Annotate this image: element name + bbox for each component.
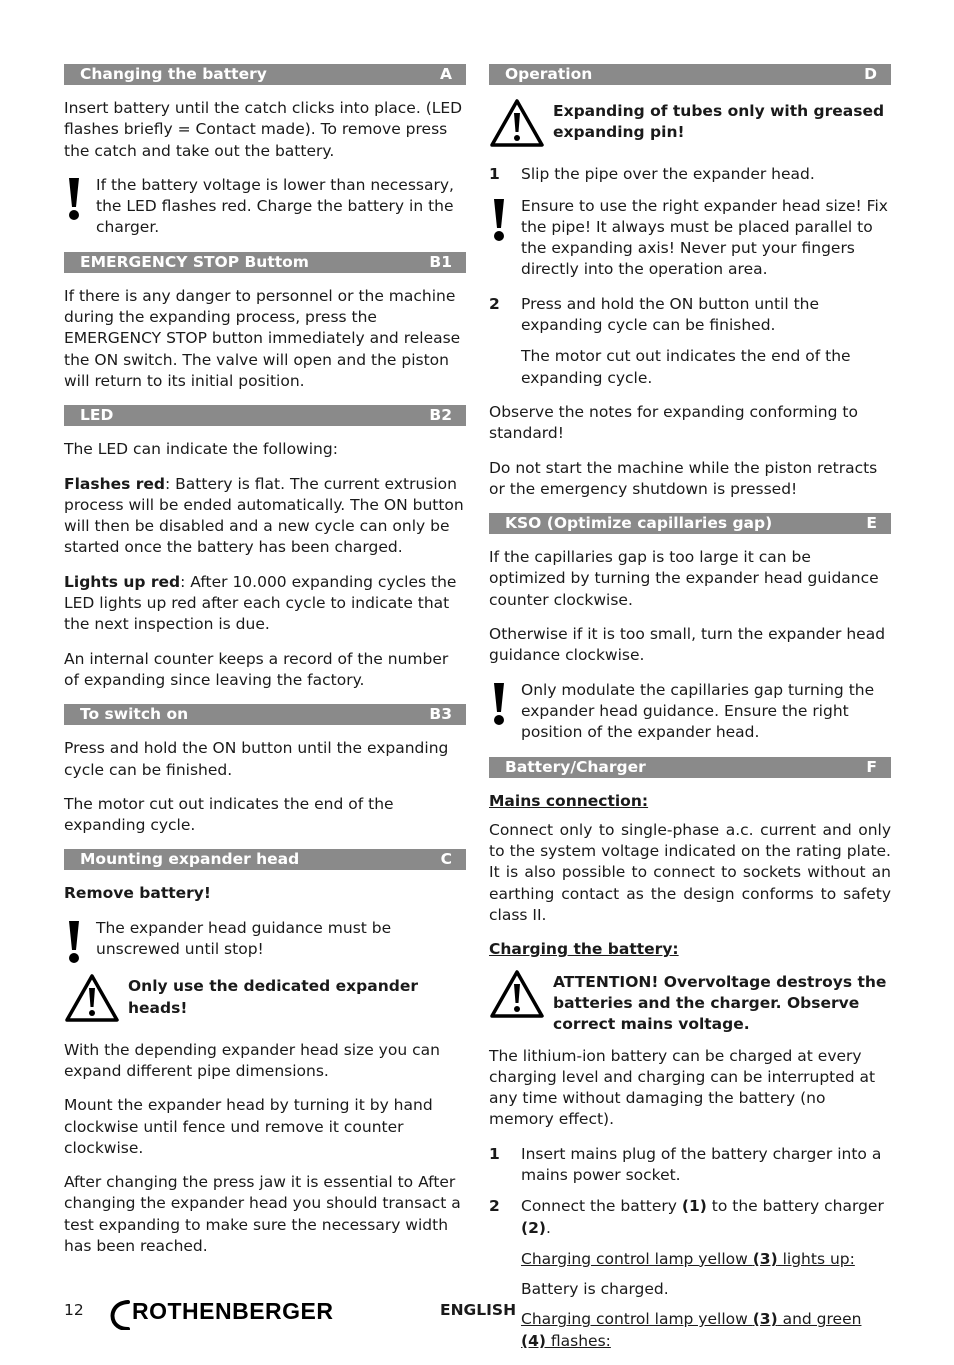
lamp-status-yellow <box>521 1249 891 1270</box>
section-code: B2 <box>429 406 452 425</box>
term-lights-up-red: Lights up red <box>64 572 181 591</box>
text-fragment: . <box>545 1218 551 1237</box>
notice-block <box>64 175 466 239</box>
exclamation-icon <box>64 918 96 961</box>
notice-block <box>489 680 891 744</box>
section-header-battery <box>64 64 466 85</box>
warning-block <box>489 98 891 154</box>
section-header-battery-charger <box>489 757 891 778</box>
text-fragment: lights up: <box>777 1249 855 1268</box>
notice-block <box>64 918 466 961</box>
paragraph: If there is any danger to personnel or the machine during the expanding process, press the EMERGENCY STOP button immediately and release the ON switch. The valve will open and the piston will return to its initial position. <box>64 286 461 390</box>
warning-text: Expanding of tubes only with greased expanding pin! <box>553 102 885 142</box>
term-description: : Battery is flat. The current extrusion process will be ended automatically. The ON button will then be disabled and a new cycle can only be started once the battery has been charged. <box>64 474 464 557</box>
paragraph: The lithium-ion battery can be charged at every charging level and charging can be interrupted at any time without damaging the battery (no memory effect). <box>489 1046 876 1129</box>
section-header-led <box>64 405 466 426</box>
exclamation-icon <box>489 680 521 744</box>
step-item <box>489 294 891 337</box>
paragraph: The motor cut out indicates the end of the expanding cycle. <box>64 794 394 835</box>
notice-block <box>489 196 891 281</box>
section-code: B1 <box>429 252 452 271</box>
warning-block <box>64 973 466 1029</box>
paragraph: Press and hold the ON button until the expanding cycle can be finished. <box>64 739 449 779</box>
section-code: A <box>440 65 452 83</box>
section-title: Battery/Charger <box>505 757 646 776</box>
notice-text: The expander head guidance must be unscrewed until stop! <box>96 918 392 959</box>
warning-text: Only use the dedicated expander heads! <box>128 977 418 1017</box>
section-title: EMERGENCY STOP Buttom <box>80 252 309 271</box>
step-text: Insert mains plug of the battery charger into a mains power socket. <box>521 1144 882 1184</box>
text-fragment: Charging control lamp yellow <box>521 1310 753 1329</box>
step-note: The motor cut out indicates the end of the expanding cycle. <box>521 347 851 387</box>
text-fragment: Connect the battery <box>521 1197 682 1216</box>
paragraph: After changing the press jaw it is essential to After changing the expander head you should transact a test expanding to make sure the necessary width has been reached. <box>64 1173 461 1255</box>
notice-text: Only modulate the capillaries gap turning the expander head guidance. Ensure the right position of the expander head. <box>521 680 875 742</box>
step-number: 1 <box>489 165 500 184</box>
section-code: E <box>866 514 877 533</box>
section-title: LED <box>80 406 114 425</box>
paragraph: An internal counter keeps a record of the number of expanding since leaving the factory. <box>64 649 449 689</box>
remove-battery-heading: Remove battery! <box>64 884 211 903</box>
step-text: Press and hold the ON button until the expanding cycle can be finished. <box>521 294 820 335</box>
section-title: Operation <box>505 65 593 83</box>
reference-number: (2) <box>521 1218 546 1237</box>
warning-triangle-icon <box>489 98 553 154</box>
paragraph: Observe the notes for expanding conforming to standard! <box>489 402 858 443</box>
section-title: Changing the battery <box>80 65 267 83</box>
warning-triangle-icon <box>489 969 553 1036</box>
paragraph: Connect only to single-phase a.c. current and only to the system voltage indicated on the rating plate. It is also possible to connect to sockets without an earthing contact as the design conforms to safety class II. <box>489 820 891 925</box>
section-header-operation <box>489 64 891 85</box>
section-code: B3 <box>429 705 452 724</box>
exclamation-icon <box>64 175 96 239</box>
step-item <box>489 1144 891 1187</box>
paragraph: Mount the expander head by turning it by hand clockwise until fence und remove it counter clockwise. <box>64 1096 433 1157</box>
battery-charged-text: Battery is charged. <box>521 1280 669 1299</box>
text-fragment: flashes: <box>545 1331 611 1350</box>
step-text: Slip the pipe over the expander head. <box>521 165 815 184</box>
reference-number: (3) <box>752 1310 778 1329</box>
text-fragment: and green <box>777 1310 862 1329</box>
warning-block <box>489 969 891 1036</box>
mains-connection-heading: Mains connection: <box>489 791 649 810</box>
step-number: 2 <box>489 294 500 313</box>
charging-heading: Charging the battery: <box>489 940 679 959</box>
reference-number: (4) <box>521 1331 546 1350</box>
paragraph: Insert battery until the catch clicks into place. (LED flashes briefly = Contact made). To remove press the catch and take out the battery. <box>64 99 463 160</box>
section-code: C <box>440 850 452 869</box>
section-header-mounting <box>64 849 466 870</box>
paragraph: The LED can indicate the following: <box>64 440 338 459</box>
section-title: KSO (Optimize capillaries gap) <box>505 514 773 533</box>
section-title: To switch on <box>80 705 189 724</box>
paragraph-flashes-red <box>64 474 466 559</box>
page-number: 12 <box>64 1301 84 1319</box>
section-header-switch-on <box>64 704 466 725</box>
notice-text: Ensure to use the right expander head size! Fix the pipe! It always must be placed parallel to the expanding axis! Never put your fingers directly into the operation area. <box>521 196 888 279</box>
text-fragment: to the battery charger <box>706 1197 884 1216</box>
section-header-kso <box>489 513 891 534</box>
paragraph: Otherwise if it is too small, turn the expander head guidance clockwise. <box>489 625 886 665</box>
reference-number: (1) <box>681 1197 707 1216</box>
language-label: ENGLISH <box>440 1301 517 1319</box>
text-fragment: Charging control lamp yellow <box>521 1249 753 1268</box>
step-item <box>489 164 891 185</box>
paragraph-lights-up-red <box>64 572 466 636</box>
right-column <box>489 64 891 1365</box>
paragraph: If the capillaries gap is too large it can be optimized by turning the expander head guidance counter clockwise. <box>489 548 879 609</box>
left-column <box>64 64 466 1270</box>
section-header-emergency-stop <box>64 252 466 273</box>
brand-text: ROTHENBERGER <box>132 1298 334 1324</box>
warning-triangle-icon <box>64 973 128 1029</box>
step-text <box>521 1196 891 1239</box>
term-flashes-red: Flashes red <box>64 474 166 493</box>
reference-number: (3) <box>752 1249 778 1268</box>
section-code: F <box>866 757 877 776</box>
rothenberger-logo <box>108 1296 348 1336</box>
term-description: : After 10.000 expanding cycles the LED lights up red after each cycle to indicate that the next inspection is due. <box>64 572 457 634</box>
warning-text: ATTENTION! Overvoltage destroys the batteries and the charger. Observe correct mains voltage. <box>553 972 887 1034</box>
step-item <box>489 1196 891 1239</box>
paragraph: With the depending expander head size you can expand different pipe dimensions. <box>64 1040 440 1080</box>
exclamation-icon <box>489 196 521 281</box>
section-code: D <box>864 65 877 83</box>
step-number: 2 <box>489 1197 500 1216</box>
step-number: 1 <box>489 1144 500 1163</box>
section-title: Mounting expander head <box>80 850 300 869</box>
page-footer <box>64 1296 894 1336</box>
paragraph: Do not start the machine while the piston retracts or the emergency shutdown is pressed! <box>489 458 878 498</box>
notice-text: If the battery voltage is lower than necessary, the LED flashes red. Charge the battery in the charger. <box>96 175 454 237</box>
